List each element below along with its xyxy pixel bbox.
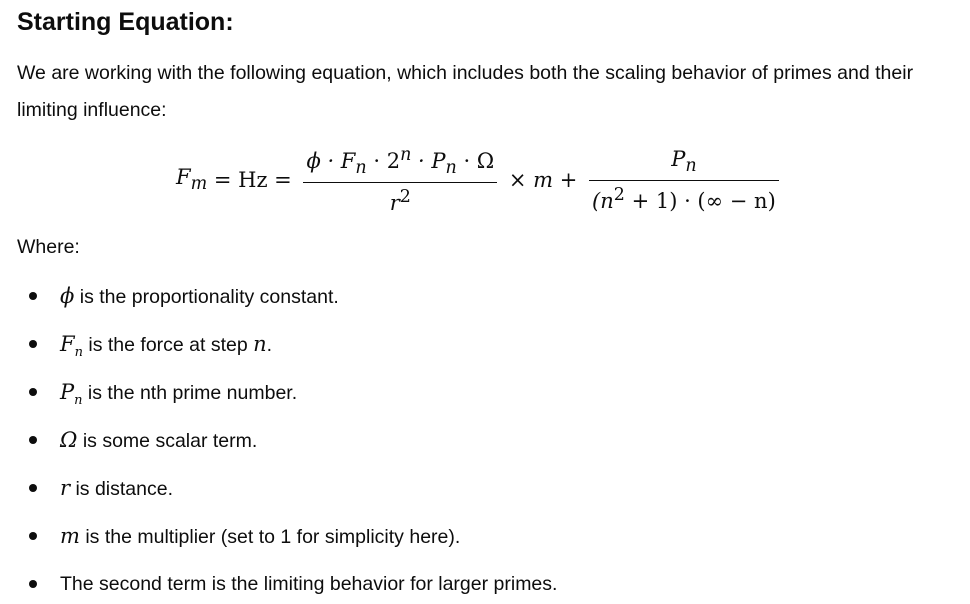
fraction-1-denominator: $r^2$ — [389, 187, 411, 216]
equation-equals: = Hz = — [207, 168, 299, 192]
list-item: r is distance. — [0, 472, 940, 504]
bullet-icon — [29, 580, 37, 588]
intro-paragraph: We are working with the following equation, which includes both the scaling behavior of primes and their limiting influence: — [17, 62, 914, 121]
bullet-icon — [29, 388, 37, 396]
list-item: $F_n$ is the force at step n. — [0, 328, 940, 360]
fraction-2-denominator: $(n^2 + 1)$ · (∞ − n) — [592, 185, 776, 214]
list-item: ϕ is the proportionality constant. — [0, 280, 940, 312]
equation-lhs: $F_m$ — [176, 165, 208, 195]
equation-fraction-2 — [589, 147, 779, 213]
list-item: $P_n$ is the nth prime number. — [0, 376, 940, 408]
section-heading: Starting Equation: — [17, 8, 234, 36]
bullet-icon — [29, 340, 37, 348]
list-item: Ω is some scalar term. — [0, 424, 940, 456]
bullet-icon — [29, 436, 37, 444]
list-item: The second term is the limiting behavior for larger primes. — [0, 568, 940, 600]
equation — [176, 140, 784, 220]
fraction-1-numerator: $\phi \cdot F_n \cdot 2^n \cdot P_n \cdot \Omega$ — [306, 144, 495, 179]
bullet-icon — [29, 292, 37, 300]
list-item: m is the multiplier (set to 1 for simplicity here). — [0, 520, 940, 552]
equation-fraction-1 — [303, 145, 497, 215]
where-label: Where: — [17, 236, 80, 258]
bullet-icon — [29, 532, 37, 540]
bullet-icon — [29, 484, 37, 492]
fraction-2-numerator: $P_n$ — [671, 146, 697, 177]
equation-middle: × m + — [502, 168, 585, 192]
